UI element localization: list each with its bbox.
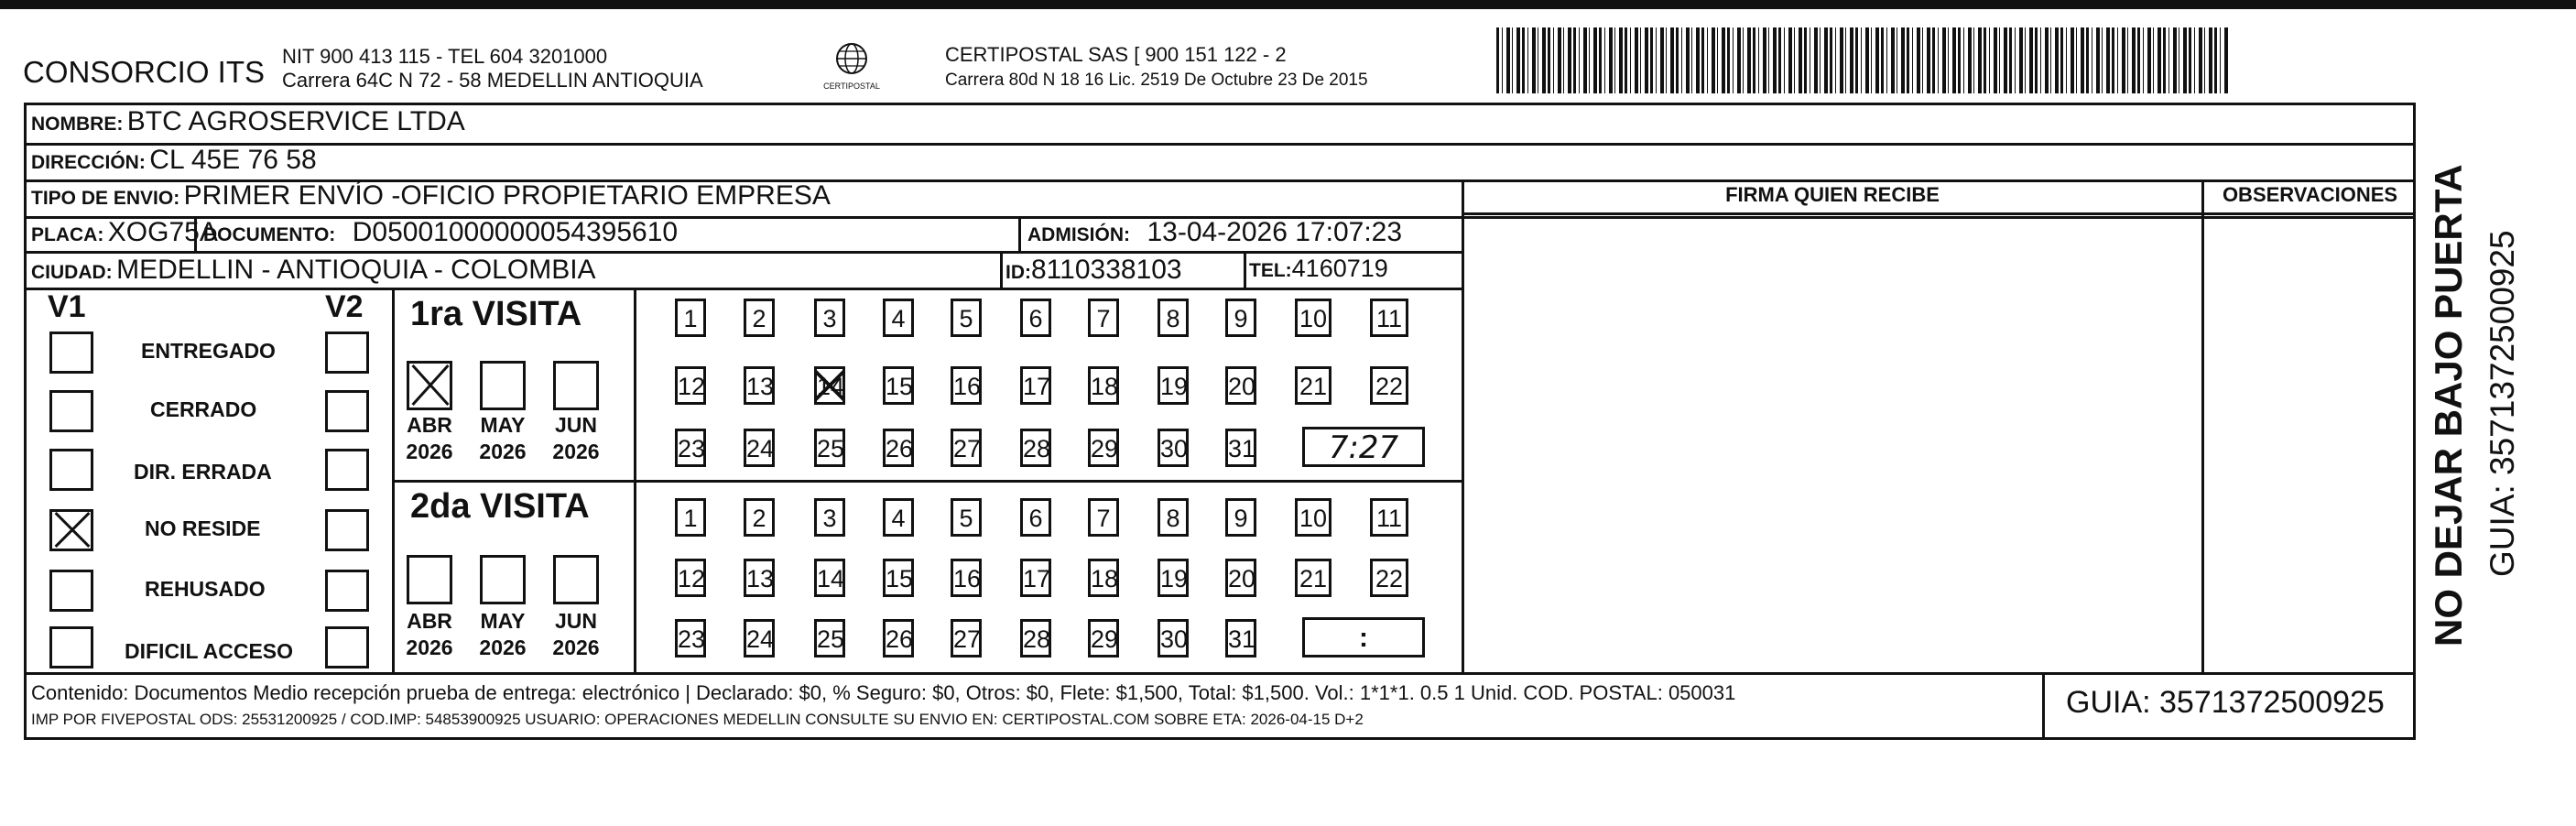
footer-guia: GUIA: 3571372500925 (2066, 685, 2385, 720)
side-guia: GUIA: 3571372500925 (2484, 230, 2521, 577)
second-visit-day-12[interactable]: 12 (675, 559, 706, 597)
second-visit-day-17[interactable]: 17 (1020, 559, 1051, 597)
row-divider (24, 288, 1463, 290)
nombre-value: BTC AGROSERVICE LTDA (126, 106, 465, 136)
second-visit-day-21[interactable]: 21 (1295, 559, 1331, 597)
header-underline (1462, 212, 2416, 215)
first-visit-day-25[interactable]: 25 (814, 429, 845, 467)
tipo-row (31, 180, 831, 212)
tel-cell (1249, 255, 1388, 283)
month-label-abr: ABR 2026 (406, 609, 453, 659)
placa-value: XOG75A (107, 217, 218, 247)
company-line-2: Carrera 64C N 72 - 58 MEDELLIN ANTIOQUIA (282, 69, 703, 92)
first-visit-day-22[interactable]: 22 (1370, 366, 1408, 405)
first-visit-day-13[interactable]: 13 (744, 366, 775, 405)
observaciones-header: OBSERVACIONES (2222, 183, 2398, 206)
first-visit-day-29[interactable]: 29 (1088, 429, 1119, 467)
second-visit-day-31[interactable]: 31 (1225, 619, 1256, 658)
second-visit-day-8[interactable]: 8 (1158, 498, 1189, 537)
month-label-may: MAY 2026 (479, 413, 527, 463)
direccion-label: DIRECCIÓN: (31, 152, 146, 173)
tipo-label: TIPO DE ENVIO: (31, 188, 180, 209)
company-line-1: NIT 900 413 115 - TEL 604 3201000 (282, 45, 608, 68)
second-visit-day-10[interactable]: 10 (1295, 498, 1331, 537)
first-visit-day-21[interactable]: 21 (1295, 366, 1331, 405)
certipostal-line-2: Carrera 80d N 18 16 Lic. 2519 De Octubre 23 De 2015 (945, 71, 1368, 90)
contenido-text: Contenido: Documentos Medio recepción prueba de entrega: electrónico | Declarado: $0, % Seguro: $0, Otros: $0, Flete: $1,500, Total: $1,500. Vol.: 1*1*1. 0.5 1 Unid. COD. POSTAL: 050031 (31, 681, 1736, 704)
second-visit-day-27[interactable]: 27 (951, 619, 982, 658)
company-name: CONSORCIO ITS (23, 55, 266, 89)
v2-header: V2 (325, 289, 364, 324)
direccion-value: CL 45E 76 58 (149, 145, 317, 175)
second-visit-day-18[interactable]: 18 (1088, 559, 1119, 597)
second-visit-day-16[interactable]: 16 (951, 559, 982, 597)
second-visit-day-11[interactable]: 11 (1370, 498, 1408, 537)
cell-divider (1018, 218, 1021, 253)
v2-cerrado-checkbox[interactable] (325, 390, 369, 432)
status-label: DIFICIL ACCESO (125, 639, 294, 663)
first-visit-month-jun[interactable] (553, 361, 599, 410)
id-label: ID: (1005, 262, 1031, 283)
second-visit-month-may[interactable] (480, 555, 526, 604)
first-visit-time[interactable]: 7:27 (1302, 427, 1425, 467)
first-visit-day-20[interactable]: 20 (1225, 366, 1256, 405)
second-visit-day-3[interactable]: 3 (814, 498, 845, 537)
second-visit-day-2[interactable]: 2 (744, 498, 775, 537)
tel-label: TEL: (1249, 260, 1292, 281)
first-visit-day-28[interactable]: 28 (1020, 429, 1051, 467)
first-visit-day-8[interactable]: 8 (1158, 299, 1189, 337)
second-visit-day-23[interactable]: 23 (675, 619, 706, 658)
status-label: REHUSADO (145, 577, 266, 601)
second-visit-day-4[interactable]: 4 (883, 498, 914, 537)
admision-label: ADMISIÓN: (1027, 224, 1130, 245)
first-visit-day-6[interactable]: 6 (1020, 299, 1051, 337)
v1-dificil-acceso-checkbox[interactable] (49, 626, 93, 668)
globe-icon (833, 40, 870, 77)
ciudad-cell (31, 255, 596, 286)
v2-dificil-acceso-checkbox[interactable] (325, 626, 369, 668)
first-visit-day-12[interactable]: 12 (675, 366, 706, 405)
second-visit-day-9[interactable]: 9 (1225, 498, 1256, 537)
first-visit-day-7[interactable]: 7 (1088, 299, 1119, 337)
second-visit-day-13[interactable]: 13 (744, 559, 775, 597)
id-cell (1005, 255, 1182, 286)
top-border (0, 0, 2576, 9)
first-visit-day-5[interactable]: 5 (951, 299, 982, 337)
cell-divider (1000, 253, 1003, 289)
first-visit-day-10[interactable]: 10 (1295, 299, 1331, 337)
second-visit-day-26[interactable]: 26 (883, 619, 914, 658)
v1-rehusado-checkbox[interactable] (49, 570, 93, 612)
first-visit-day-1[interactable]: 1 (675, 299, 706, 337)
first-visit-month-may[interactable] (480, 361, 526, 410)
first-visit-day-14[interactable]: 14 (814, 366, 845, 405)
first-visit-day-16[interactable]: 16 (951, 366, 982, 405)
v1-entregado-checkbox[interactable] (49, 331, 93, 374)
first-visit-day-4[interactable]: 4 (883, 299, 914, 337)
admision-cell (1027, 217, 1402, 248)
ciudad-value: MEDELLIN - ANTIOQUIA - COLOMBIA (116, 255, 596, 285)
logo-text: CERTIPOSTAL (823, 82, 880, 91)
second-visit-day-29[interactable]: 29 (1088, 619, 1119, 658)
first-visit-title: 1ra VISITA (410, 295, 582, 333)
second-visit-day-6[interactable]: 6 (1020, 498, 1051, 537)
first-visit-day-11[interactable]: 11 (1370, 299, 1408, 337)
second-visit-day-30[interactable]: 30 (1158, 619, 1189, 658)
status-label: ENTREGADO (141, 339, 276, 363)
nombre-row (31, 106, 465, 137)
first-visit-month-abr[interactable] (407, 361, 452, 410)
first-visit-day-30[interactable]: 30 (1158, 429, 1189, 467)
footer-divider (2042, 674, 2045, 740)
second-visit-title: 2da VISITA (410, 487, 590, 526)
first-visit-day-17[interactable]: 17 (1020, 366, 1051, 405)
status-label: CERRADO (150, 397, 257, 421)
v1-cerrado-checkbox[interactable] (49, 390, 93, 432)
month-label-abr: ABR 2026 (406, 413, 453, 463)
placa-label: PLACA: (31, 224, 104, 245)
second-visit-day-15[interactable]: 15 (883, 559, 914, 597)
month-label-jun: JUN 2026 (552, 413, 600, 463)
col-divider (1462, 179, 1464, 674)
first-visit-day-31[interactable]: 31 (1225, 429, 1256, 467)
first-visit-day-19[interactable]: 19 (1158, 366, 1189, 405)
second-visit-time[interactable]: : (1302, 617, 1425, 658)
first-visit-day-26[interactable]: 26 (883, 429, 914, 467)
certipostal-line-1: CERTIPOSTAL SAS [ 900 151 122 - 2 (945, 43, 1287, 66)
second-visit-day-28[interactable]: 28 (1020, 619, 1051, 658)
firma-header: FIRMA QUIEN RECIBE (1725, 183, 1940, 206)
visit-divider (392, 480, 1463, 483)
v1-no-reside-checkbox[interactable] (49, 509, 93, 551)
v1-header: V1 (48, 289, 86, 324)
first-visit-day-24[interactable]: 24 (744, 429, 775, 467)
v2-no-reside-checkbox[interactable] (325, 509, 369, 551)
row-divider (24, 251, 1463, 254)
second-visit-day-1[interactable]: 1 (675, 498, 706, 537)
status-label: NO RESIDE (145, 516, 261, 540)
second-visit-day-14[interactable]: 14 (814, 559, 845, 597)
side-warning: NO DEJAR BAJO PUERTA (2427, 164, 2470, 647)
documento-cell (203, 217, 678, 248)
direccion-row (31, 145, 317, 176)
imp-text: IMP POR FIVEPOSTAL ODS: 25531200925 / COD.IMP: 54853900925 USUARIO: OPERACIONES MEDELLIN CONSULTE SU ENVIO EN: CERTIPOSTAL.COM SOBRE ETA: 2026-04-15 D+2 (31, 711, 1364, 728)
row-divider (24, 672, 2416, 675)
second-visit-day-25[interactable]: 25 (814, 619, 845, 658)
id-value: 8110338103 (1031, 255, 1182, 285)
first-visit-day-2[interactable]: 2 (744, 299, 775, 337)
second-visit-month-jun[interactable] (553, 555, 599, 604)
certipostal-logo (820, 40, 884, 101)
nombre-label: NOMBRE: (31, 114, 124, 135)
v2-rehusado-checkbox[interactable] (325, 570, 369, 612)
first-visit-day-23[interactable]: 23 (675, 429, 706, 467)
row-divider (24, 143, 2416, 146)
second-visit-month-abr[interactable] (407, 555, 452, 604)
admision-value: 13-04-2026 17:07:23 (1147, 217, 1403, 247)
documento-value: D05001000000054395610 (352, 217, 679, 247)
v2-entregado-checkbox[interactable] (325, 331, 369, 374)
second-visit-day-5[interactable]: 5 (951, 498, 982, 537)
barcode (1496, 27, 2229, 93)
v1-dir-errada-checkbox[interactable] (49, 449, 93, 491)
ciudad-label: CIUDAD: (31, 262, 113, 283)
status-label: DIR. ERRADA (134, 460, 272, 484)
first-visit-day-9[interactable]: 9 (1225, 299, 1256, 337)
second-visit-day-24[interactable]: 24 (744, 619, 775, 658)
second-visit-day-19[interactable]: 19 (1158, 559, 1189, 597)
first-visit-day-18[interactable]: 18 (1088, 366, 1119, 405)
v2-dir-errada-checkbox[interactable] (325, 449, 369, 491)
placa-cell (31, 217, 218, 248)
tel-value: 4160719 (1291, 255, 1388, 282)
documento-label: DOCUMENTO: (203, 224, 336, 245)
col-divider (2201, 179, 2204, 674)
second-visit-day-20[interactable]: 20 (1225, 559, 1256, 597)
month-label-jun: JUN 2026 (552, 609, 600, 659)
month-label-may: MAY 2026 (479, 609, 527, 659)
first-visit-day-15[interactable]: 15 (883, 366, 914, 405)
tipo-value: PRIMER ENVÍO -OFICIO PROPIETARIO EMPRESA (183, 180, 831, 211)
cell-divider (1244, 253, 1246, 289)
second-visit-day-7[interactable]: 7 (1088, 498, 1119, 537)
first-visit-day-3[interactable]: 3 (814, 299, 845, 337)
first-visit-day-27[interactable]: 27 (951, 429, 982, 467)
second-visit-day-22[interactable]: 22 (1370, 559, 1408, 597)
